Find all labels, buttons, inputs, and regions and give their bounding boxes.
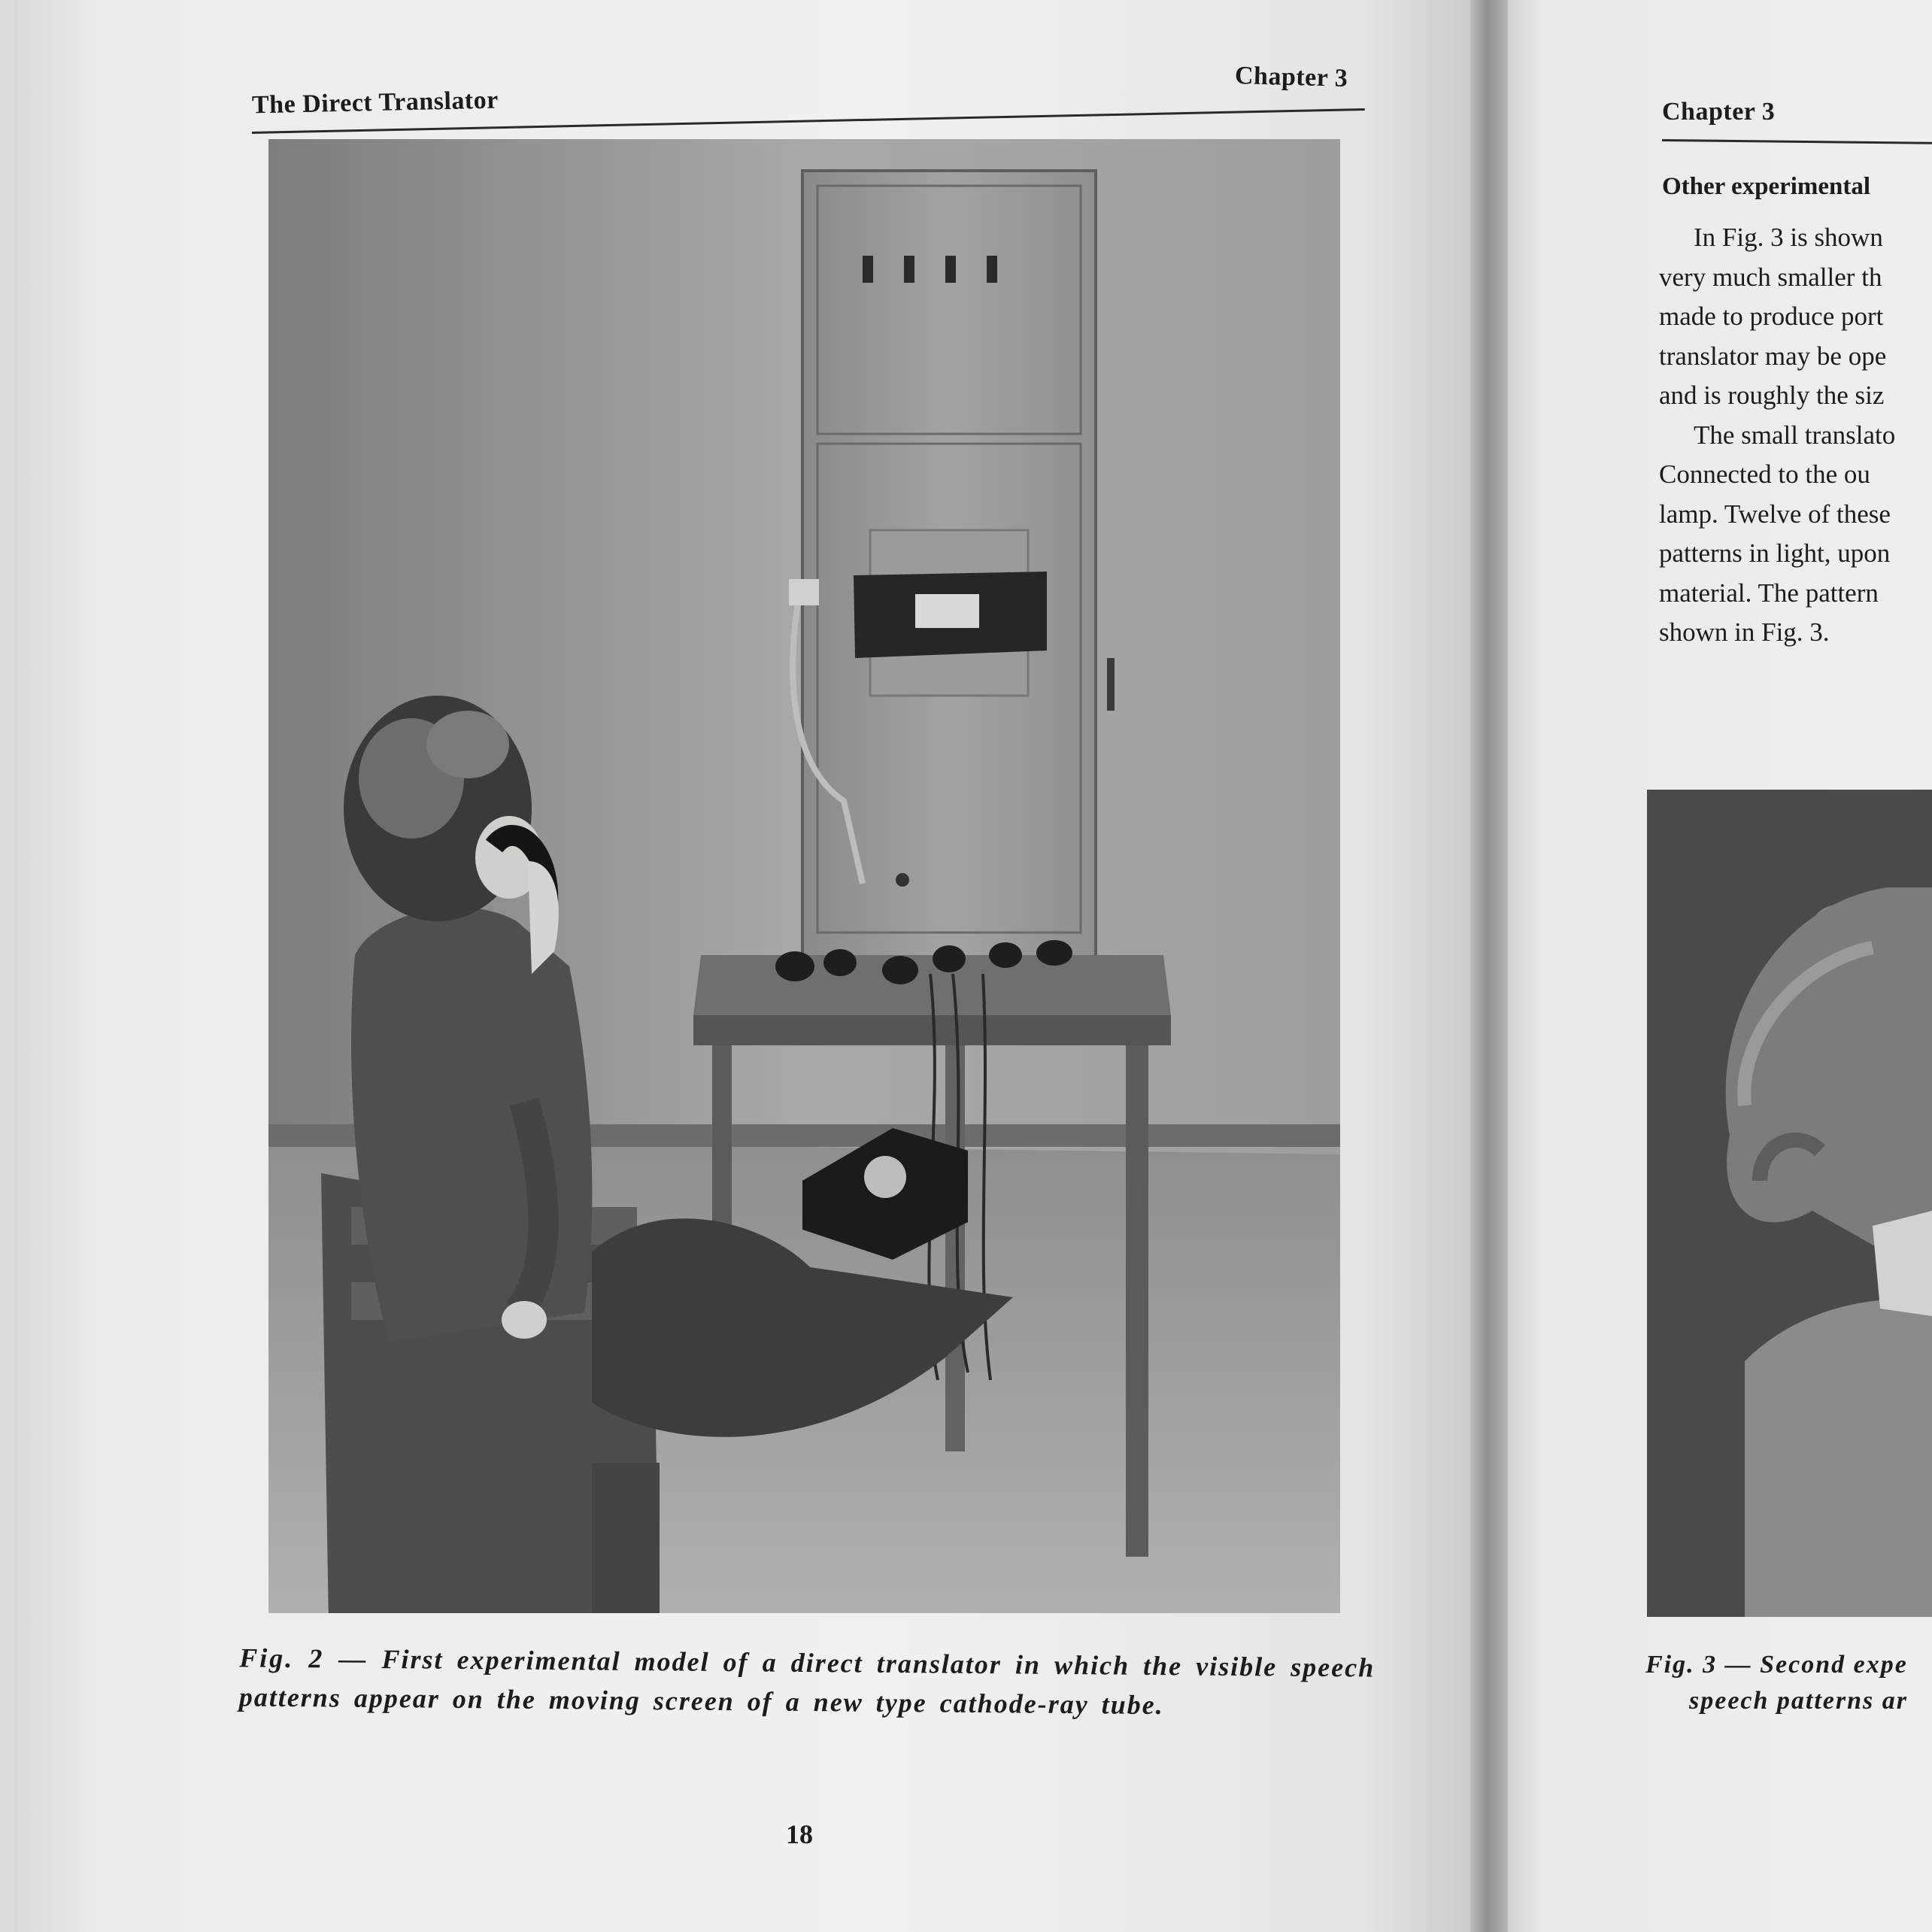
running-head-title: The Direct Translator: [251, 86, 499, 120]
body-line: In Fig. 3 is shown: [1694, 223, 1883, 252]
body-line: The small translato: [1694, 420, 1896, 450]
body-line: material. The pattern: [1659, 578, 1879, 608]
page-number: 18: [786, 1819, 813, 1849]
body-line: shown in Fig. 3.: [1659, 617, 1830, 647]
right-body-text: [1659, 218, 1932, 653]
figure-3-illustration: [1647, 790, 1932, 1617]
running-head-chapter: Chapter 3: [1234, 62, 1348, 93]
caption-text: First experimental model of a direct translator in which the visible speech patterns appear on the moving screen of a new type cathode-ray tube.: [238, 1644, 1375, 1721]
figure-2-photo: [268, 139, 1340, 1613]
caption-line: Fig. 3 — Second expe: [1645, 1651, 1908, 1679]
body-line: translator may be ope: [1659, 341, 1887, 371]
figure-3-photo: [1647, 790, 1932, 1617]
right-running-head: Chapter 3: [1662, 98, 1776, 126]
book-gutter: [1470, 0, 1508, 1932]
caption-line: speech patterns ar: [1689, 1687, 1908, 1715]
body-line: and is roughly the siz: [1659, 381, 1885, 410]
figure-3-caption: [1645, 1647, 1932, 1719]
caption-figure-label: Fig. 2 —: [239, 1642, 369, 1674]
figure-2-caption: [239, 1638, 1375, 1726]
figure-2-illustration: [268, 139, 1340, 1613]
body-line: very much smaller th: [1659, 262, 1882, 292]
body-line: patterns in light, upon: [1659, 538, 1891, 568]
body-line: made to produce port: [1659, 302, 1884, 331]
right-section-heading: Other experimental: [1662, 173, 1871, 200]
body-line: Connected to the ou: [1659, 459, 1870, 489]
body-line: lamp. Twelve of these: [1659, 499, 1891, 529]
